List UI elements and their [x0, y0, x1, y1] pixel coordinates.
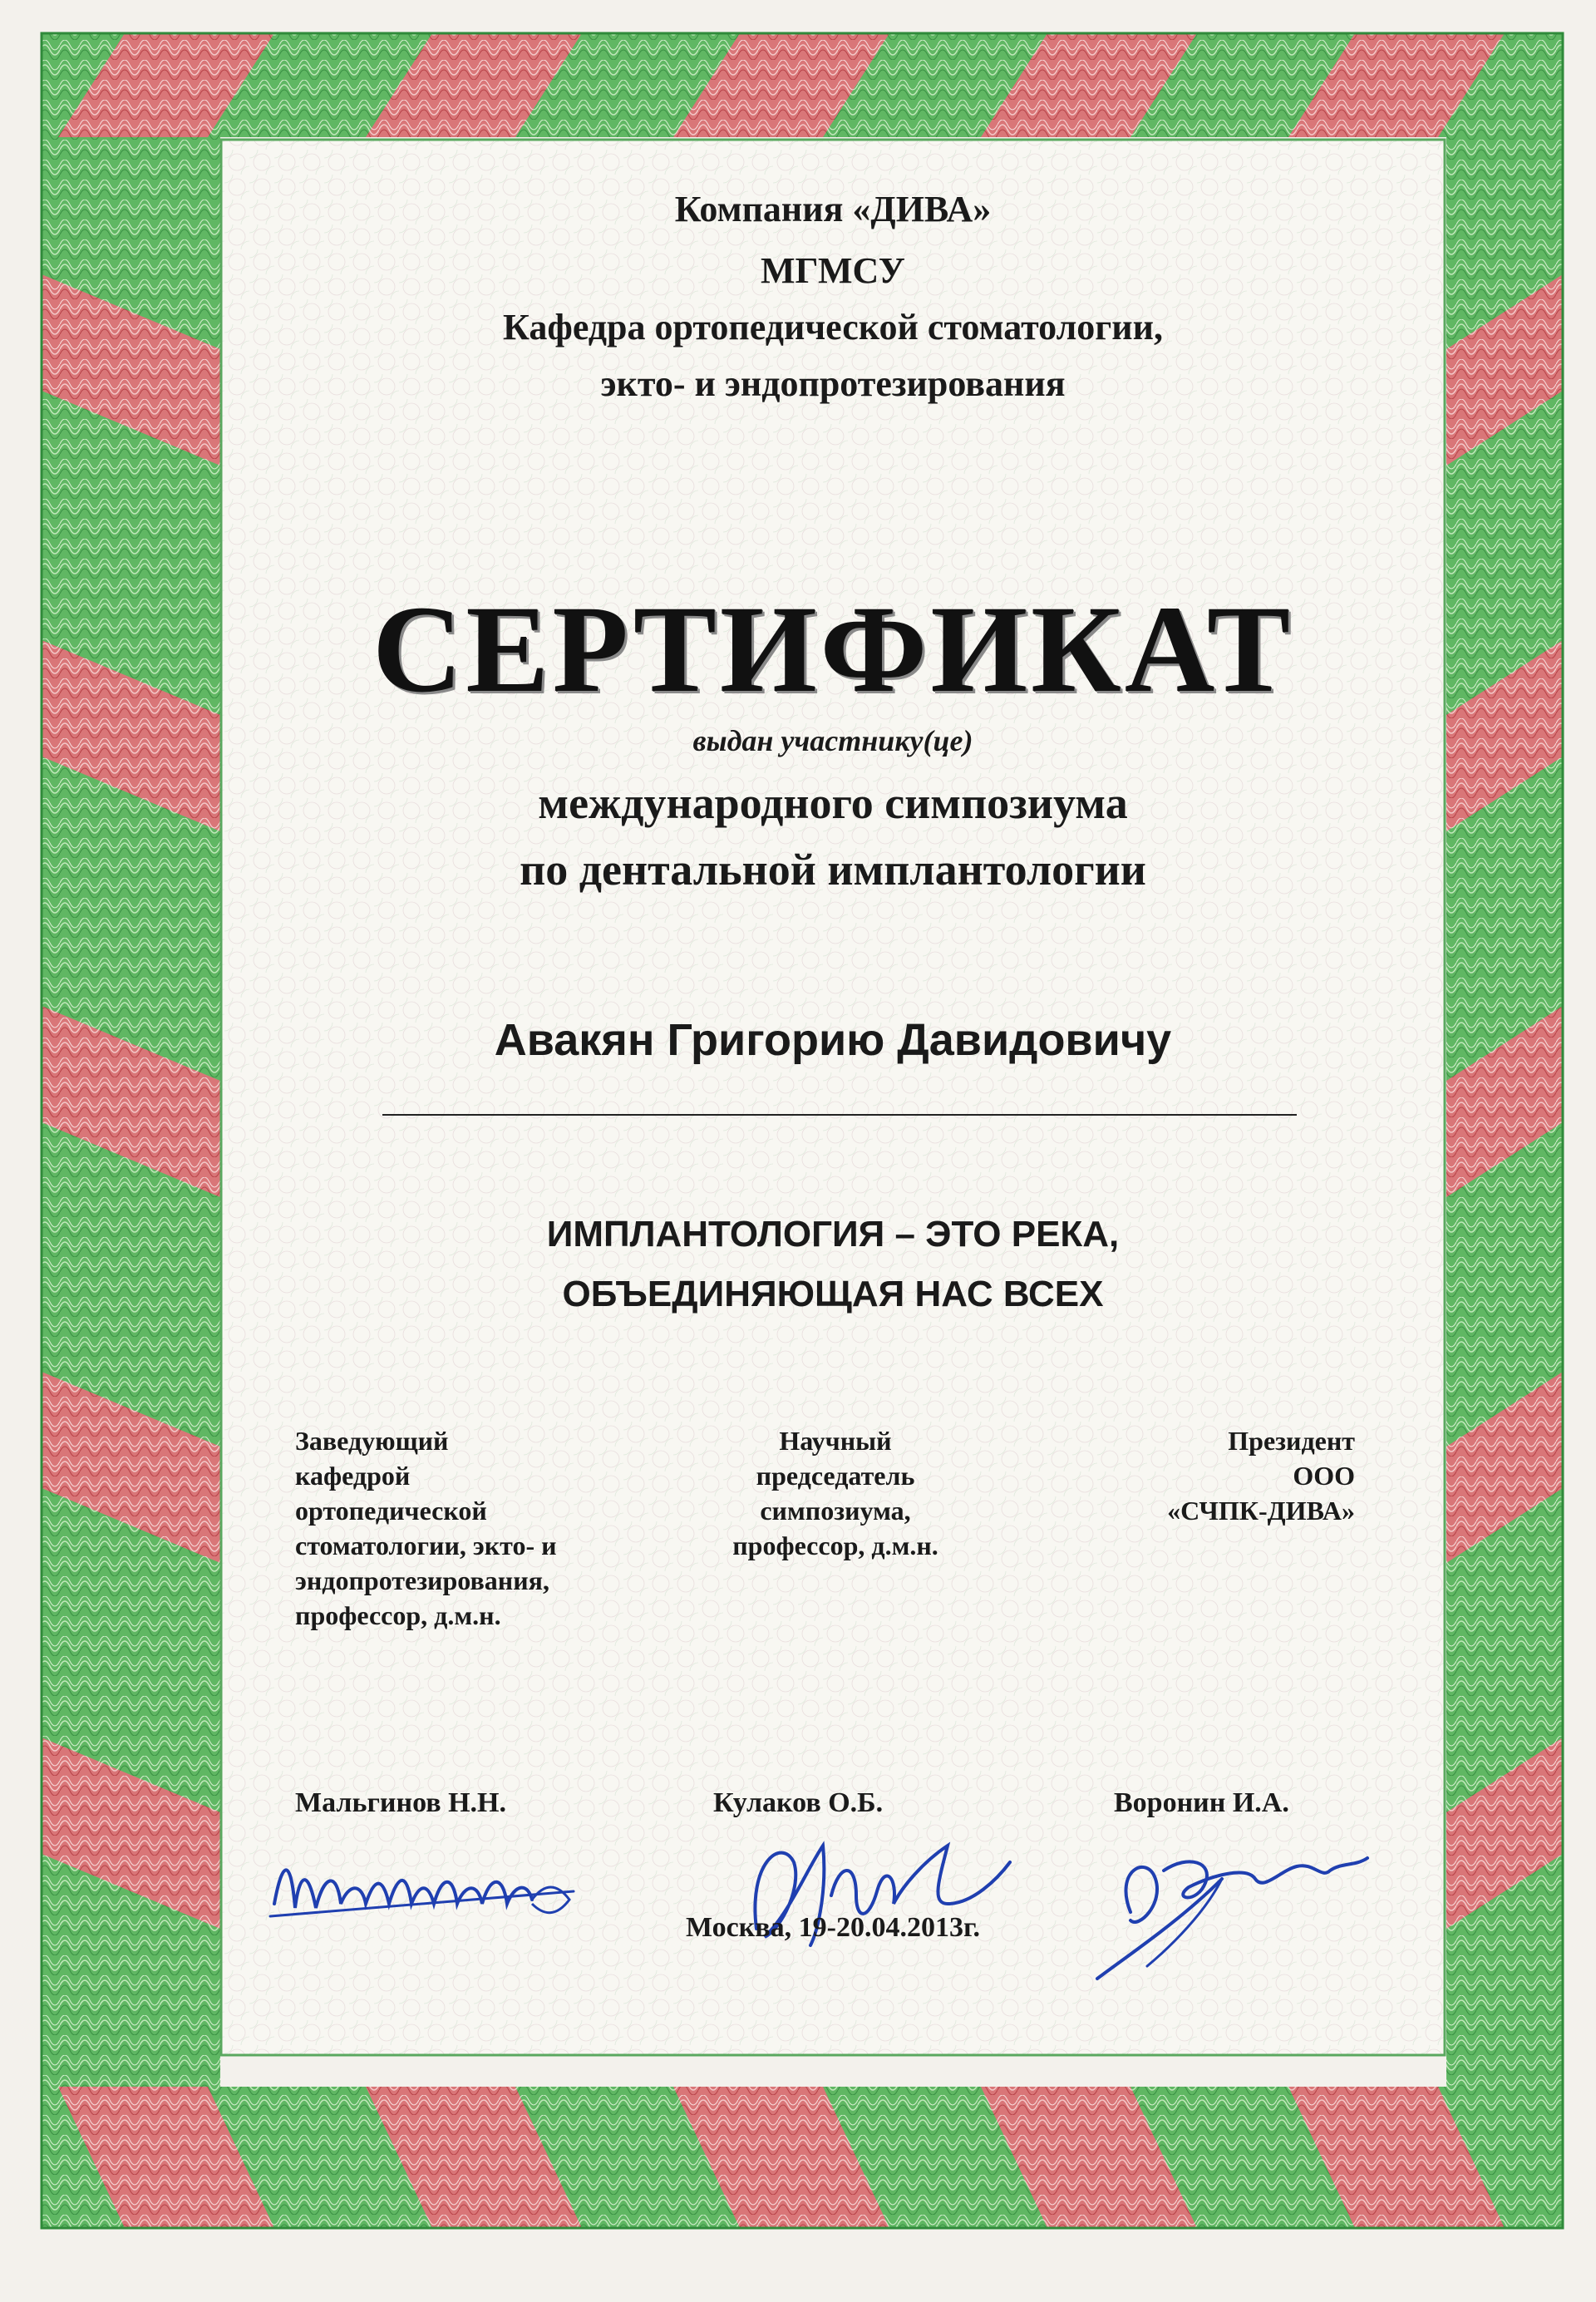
- signatory-title-line: «СЧПК-ДИВА»: [1167, 1496, 1355, 1526]
- issued-to-label: выдан участнику(це): [692, 724, 973, 757]
- signatory-title-line: ООО: [1293, 1461, 1355, 1491]
- signatory-title-left: [295, 1423, 557, 1633]
- event-title-line1: международного симпозиума: [538, 778, 1128, 828]
- signatory-title-line: профессор, д.м.н.: [732, 1531, 938, 1560]
- signer-name-right: Воронин И.А.: [1114, 1787, 1289, 1818]
- org-department-line2: экто- и эндопротезирования: [600, 363, 1066, 404]
- signatory-title-line: председатель: [756, 1461, 915, 1491]
- signer-name-left: Мальгинов Н.Н.: [295, 1787, 506, 1818]
- signatory-title-line: Президент: [1228, 1426, 1355, 1456]
- motto-line2: ОБЪЕДИНЯЮЩАЯ НАС ВСЕХ: [562, 1274, 1104, 1314]
- place-and-date: Москва, 19-20.04.2013г.: [685, 1912, 981, 1943]
- org-department: Кафедра ортопедической стоматологии,: [503, 307, 1163, 348]
- signatory-title-line: Заведующий: [295, 1426, 449, 1456]
- signatory-title-line: кафедрой: [295, 1461, 411, 1491]
- signatory-title-line: стоматологии, экто- и: [295, 1531, 557, 1560]
- signature-right: [1081, 1821, 1380, 1987]
- org-company: Компания «ДИВА»: [674, 189, 992, 229]
- signatory-title-middle: [677, 1423, 993, 1563]
- recipient-name: Авакян Григорию Давидовичу: [494, 1015, 1172, 1065]
- signer-name-middle: Кулаков О.Б.: [713, 1787, 884, 1818]
- signatory-title-line: профессор, д.м.н.: [295, 1600, 501, 1630]
- signatory-title-line: ортопедической: [295, 1496, 487, 1526]
- org-university: МГМСУ: [761, 250, 905, 291]
- signatory-title-line: Научный: [779, 1426, 892, 1456]
- signatory-title-right: [1072, 1423, 1355, 1528]
- motto-line1: ИМПЛАНТОЛОГИЯ – ЭТО РЕКА,: [546, 1214, 1120, 1255]
- recipient-underline: [382, 1114, 1297, 1116]
- event-title-line2: по дентальной имплантологии: [520, 845, 1146, 895]
- signatory-title-line: симпозиума,: [760, 1496, 911, 1526]
- certificate-title: СЕРТИФИКАТ: [372, 580, 1294, 718]
- signatory-title-line: эндопротезирования,: [295, 1565, 549, 1595]
